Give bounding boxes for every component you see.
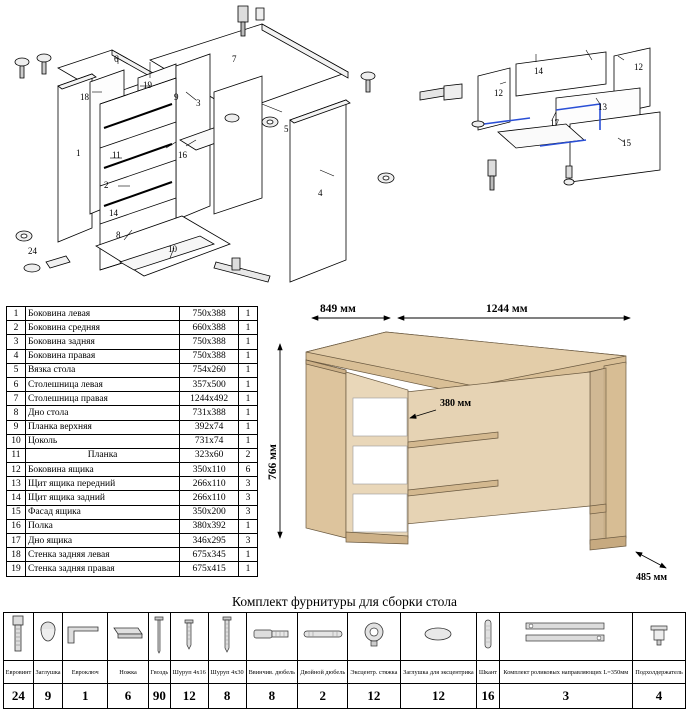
part-qty: 1: [239, 377, 258, 391]
nail-icon: [153, 614, 165, 654]
part-qty: 1: [239, 363, 258, 377]
part-qty: 1: [239, 335, 258, 349]
part-name: Вязка стола: [25, 363, 179, 377]
table-row: [7, 392, 258, 406]
fitting-name: Заглушка: [33, 661, 62, 684]
fitting-name: Заглушка для эксцентрика: [400, 661, 477, 684]
part-num: 10: [7, 434, 26, 448]
fitting-icon-cell: [33, 613, 62, 661]
fitting-icon-cell: [477, 613, 499, 661]
part-qty: 3: [239, 477, 258, 491]
part-name: Полка: [25, 519, 179, 533]
fitting-name: Евровинт: [4, 661, 34, 684]
part-name: Столешница правая: [25, 392, 179, 406]
cup-holder-icon: [646, 620, 672, 648]
part-num: 19: [7, 562, 26, 576]
part-qty: 1: [239, 349, 258, 363]
part-dim: 731x388: [180, 406, 239, 420]
callout-18: 18: [80, 92, 89, 102]
part-num: 14: [7, 491, 26, 505]
parts-table: [6, 306, 258, 577]
fitting-qty: 12: [170, 684, 208, 709]
fitting-icon-cell: [298, 613, 348, 661]
part-qty: 1: [239, 406, 258, 420]
part-num: 2: [7, 321, 26, 335]
callout-6: 6: [114, 54, 119, 64]
callout-10: 10: [168, 244, 177, 254]
table-row: [7, 548, 258, 562]
table-row: [7, 420, 258, 434]
cam-cap-icon: [422, 625, 454, 643]
fittings-name-row: [4, 661, 686, 684]
table-row: [7, 562, 258, 576]
fitting-icon-cell: [170, 613, 208, 661]
callout-8: 8: [116, 230, 121, 240]
double-dowel-icon: [301, 624, 345, 644]
part-qty: 1: [239, 434, 258, 448]
part-dim: 750x388: [180, 335, 239, 349]
part-num: 7: [7, 392, 26, 406]
fitting-icon-cell: [499, 613, 633, 661]
fitting-qty: 1: [63, 684, 108, 709]
part-qty: 1: [239, 392, 258, 406]
callout-3: 3: [196, 98, 201, 108]
dim-width-right-label: 1244 мм: [486, 303, 528, 315]
dim-inner-label: 380 мм: [440, 398, 472, 409]
fitting-icon-cell: [208, 613, 246, 661]
part-qty: 2: [239, 448, 258, 462]
part-name: Дно стола: [25, 406, 179, 420]
fitting-name: Ножка: [108, 661, 149, 684]
part-dim: 350x110: [180, 463, 239, 477]
callout-14: 14: [109, 208, 118, 218]
part-num: 12: [7, 463, 26, 477]
fitting-name: Ввинчив. дюбель: [246, 661, 298, 684]
part-dim: 750x388: [180, 349, 239, 363]
table-row: [7, 363, 258, 377]
part-dim: 675x345: [180, 548, 239, 562]
fittings-table: [3, 612, 686, 709]
fitting-name: Подхолдержатель: [633, 661, 686, 684]
fittings-icon-row: [4, 613, 686, 661]
parts-table-body: [7, 307, 258, 577]
fitting-icon-cell: [348, 613, 400, 661]
table-row: [7, 463, 258, 477]
fitting-name: Эксцентр. стяжка: [348, 661, 400, 684]
table-row: [7, 406, 258, 420]
part-qty: 1: [239, 307, 258, 321]
part-num: 4: [7, 349, 26, 363]
callout-1: 1: [76, 148, 81, 158]
screw-4x30-icon: [221, 614, 233, 654]
part-name: Планка верхняя: [25, 420, 179, 434]
callout-24: 24: [28, 246, 37, 256]
screw-in-dowel-icon: [250, 624, 294, 644]
callout-2: 2: [104, 180, 109, 190]
part-qty: 1: [239, 548, 258, 562]
fitting-qty: 90: [148, 684, 170, 709]
callout-r-17: 17: [550, 118, 559, 128]
part-dim: 731x74: [180, 434, 239, 448]
dim-depth-label: 485 мм: [636, 572, 668, 583]
fitting-icon-cell: [63, 613, 108, 661]
part-dim: 380x392: [180, 519, 239, 533]
part-name: Боковина левая: [25, 307, 179, 321]
part-name: Столешница левая: [25, 377, 179, 391]
part-qty: 3: [239, 491, 258, 505]
table-row: [7, 377, 258, 391]
part-dim: 266x110: [180, 477, 239, 491]
fittings-title: Комплект фурнитуры для сборки стола: [232, 594, 457, 609]
table-row: [7, 491, 258, 505]
part-dim: 1244x492: [180, 392, 239, 406]
fitting-qty: 2: [298, 684, 348, 709]
screw-4x16-icon: [183, 617, 195, 651]
callout-19: 19: [143, 80, 152, 90]
fitting-name: Шкант: [477, 661, 499, 684]
callout-r-13: 13: [598, 102, 607, 112]
table-row: [7, 534, 258, 548]
part-name: Планка: [25, 448, 179, 462]
part-name: Боковина задняя: [25, 335, 179, 349]
dowel-pin-icon: [482, 617, 494, 651]
callout-r-12a: 12: [634, 62, 643, 72]
part-dim: 350x200: [180, 505, 239, 519]
part-num: 8: [7, 406, 26, 420]
fitting-name: Гвоздь: [148, 661, 170, 684]
part-qty: 1: [239, 519, 258, 533]
part-name: Боковина ящика: [25, 463, 179, 477]
part-num: 1: [7, 307, 26, 321]
fitting-qty: 6: [108, 684, 149, 709]
part-qty: 3: [239, 534, 258, 548]
part-dim: 660x388: [180, 321, 239, 335]
fitting-icon-cell: [246, 613, 298, 661]
table-row: [7, 448, 258, 462]
part-num: 9: [7, 420, 26, 434]
dim-height-label: 766 мм: [267, 444, 279, 480]
part-qty: 1: [239, 420, 258, 434]
fitting-qty: 9: [33, 684, 62, 709]
fitting-qty: 16: [477, 684, 499, 709]
part-num: 5: [7, 363, 26, 377]
part-qty: 1: [239, 562, 258, 576]
callout-5: 5: [284, 124, 289, 134]
part-name: Фасад ящика: [25, 505, 179, 519]
roller-slides-icon: [523, 617, 609, 651]
fitting-qty: 4: [633, 684, 686, 709]
fitting-qty: 12: [348, 684, 400, 709]
part-name: Дно ящика: [25, 534, 179, 548]
part-dim: 266x110: [180, 491, 239, 505]
fitting-icon-cell: [4, 613, 34, 661]
part-name: Боковина средняя: [25, 321, 179, 335]
part-dim: 392x74: [180, 420, 239, 434]
part-num: 18: [7, 548, 26, 562]
part-name: Щит ящика передний: [25, 477, 179, 491]
fitting-name: Евроключ: [63, 661, 108, 684]
part-qty: 1: [239, 321, 258, 335]
part-name: Стенка задняя правая: [25, 562, 179, 576]
fitting-qty: 8: [208, 684, 246, 709]
fitting-qty: 3: [499, 684, 633, 709]
fitting-icon-cell: [108, 613, 149, 661]
callout-r-14: 14: [534, 66, 543, 76]
callout-4: 4: [318, 188, 323, 198]
foot-icon: [110, 622, 146, 646]
part-name: Стенка задняя левая: [25, 548, 179, 562]
euro-screw-icon: [9, 614, 27, 654]
part-dim: 323x60: [180, 448, 239, 462]
part-num: 11: [7, 448, 26, 462]
callout-9: 9: [174, 92, 179, 102]
table-row: [7, 349, 258, 363]
cam-lock-icon: [361, 620, 387, 648]
callout-r-12b: 12: [494, 88, 503, 98]
euro-key-icon: [65, 621, 105, 647]
part-num: 15: [7, 505, 26, 519]
table-row: [7, 307, 258, 321]
fitting-qty: 12: [400, 684, 477, 709]
fitting-qty: 24: [4, 684, 34, 709]
part-qty: 6: [239, 463, 258, 477]
fitting-icon-cell: [400, 613, 477, 661]
part-name: Цоколь: [25, 434, 179, 448]
part-dim: 346x295: [180, 534, 239, 548]
assembled-desk-3d-view: [258, 300, 686, 590]
fittings-qty-row: [4, 684, 686, 709]
part-name: Щит ящика задний: [25, 491, 179, 505]
dim-width-left-label: 849 мм: [320, 303, 356, 315]
part-num: 17: [7, 534, 26, 548]
fitting-qty: 8: [246, 684, 298, 709]
table-row: [7, 321, 258, 335]
fitting-icon-cell: [633, 613, 686, 661]
cap-plug-icon: [38, 620, 58, 648]
part-num: 6: [7, 377, 26, 391]
part-dim: 750x388: [180, 307, 239, 321]
table-row: [7, 505, 258, 519]
table-row: [7, 335, 258, 349]
part-name: Боковина правая: [25, 349, 179, 363]
table-row: [7, 434, 258, 448]
callout-r-15: 15: [622, 138, 631, 148]
part-num: 13: [7, 477, 26, 491]
fitting-icon-cell: [148, 613, 170, 661]
part-num: 16: [7, 519, 26, 533]
table-row: [7, 477, 258, 491]
part-qty: 3: [239, 505, 258, 519]
fitting-name: Комплект роликовых направляющих L=350мм: [499, 661, 633, 684]
part-dim: 357x500: [180, 377, 239, 391]
part-num: 3: [7, 335, 26, 349]
part-dim: 754x260: [180, 363, 239, 377]
exploded-assembly-diagram: [0, 0, 689, 295]
fitting-name: Шуруп 4x16: [170, 661, 208, 684]
table-row: [7, 519, 258, 533]
fitting-name: Шуруп 4x30: [208, 661, 246, 684]
callout-11: 11: [112, 150, 121, 160]
fitting-name: Двойной дюбель: [298, 661, 348, 684]
part-dim: 675x415: [180, 562, 239, 576]
callout-7: 7: [232, 54, 237, 64]
callout-16: 16: [178, 150, 187, 160]
